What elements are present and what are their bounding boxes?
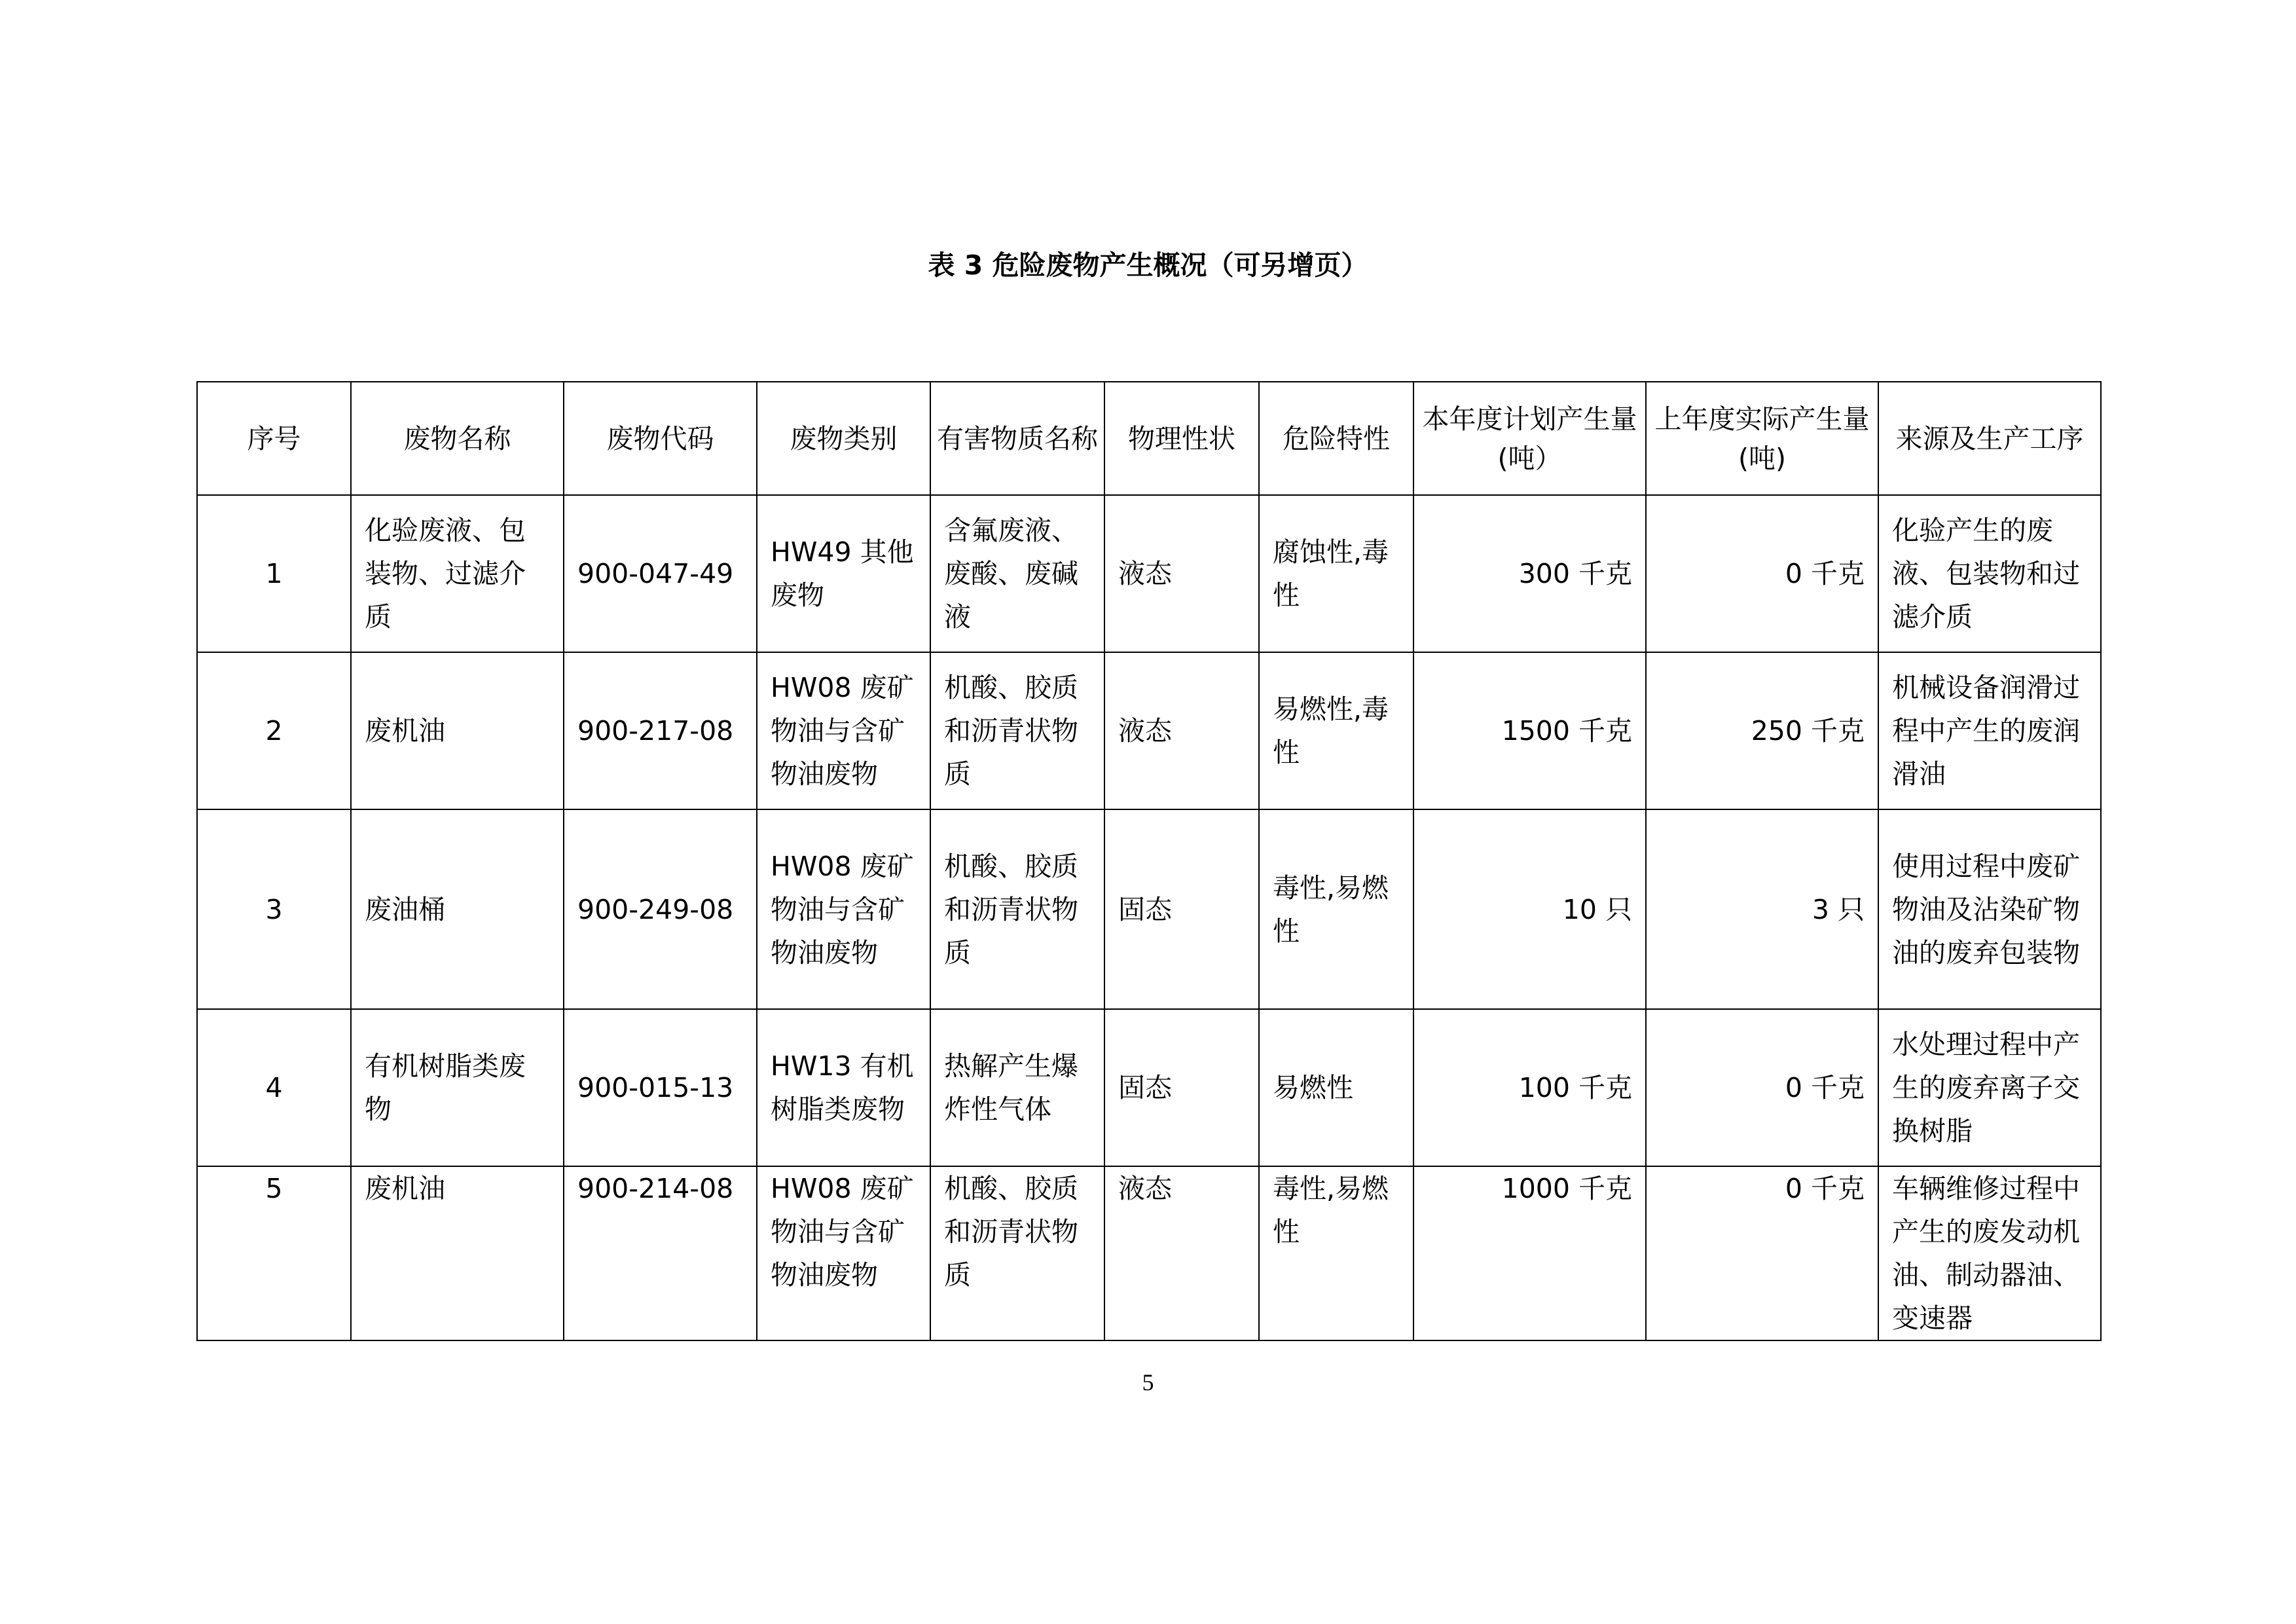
cell-category: HW08 废矿物油与含矿物油废物 bbox=[757, 809, 930, 1009]
cell-name: 废油桶 bbox=[351, 809, 564, 1009]
cell-hazardous-substance: 机酸、胶质和沥青状物质 bbox=[930, 652, 1104, 809]
header-planned-amount: 本年度计划产生量(吨） bbox=[1413, 382, 1646, 495]
cell-name: 化验废液、包装物、过滤介质 bbox=[351, 495, 564, 652]
page-number: 5 bbox=[1142, 1369, 1154, 1395]
cell-planned-amount: 300 千克 bbox=[1413, 495, 1646, 652]
header-physical-state: 物理性状 bbox=[1104, 382, 1259, 495]
cell-physical-state: 固态 bbox=[1104, 809, 1259, 1009]
cell-code: 900-217-08 bbox=[564, 652, 757, 809]
cell-physical-state: 液态 bbox=[1104, 652, 1259, 809]
cell-actual-amount: 0 千克 bbox=[1646, 495, 1878, 652]
cell-hazard-property: 易燃性,毒性 bbox=[1259, 652, 1413, 809]
cell-physical-state: 液态 bbox=[1104, 1166, 1259, 1340]
cell-hazard-property: 腐蚀性,毒性 bbox=[1259, 495, 1413, 652]
cell-actual-amount: 0 千克 bbox=[1646, 1009, 1878, 1166]
header-hazardous-substance: 有害物质名称 bbox=[930, 382, 1104, 495]
cell-hazard-property: 毒性,易燃性 bbox=[1259, 809, 1413, 1009]
cell-category: HW13 有机树脂类废物 bbox=[757, 1009, 930, 1166]
table-row bbox=[197, 1166, 2101, 1340]
cell-hazardous-substance: 机酸、胶质和沥青状物质 bbox=[930, 1166, 1104, 1340]
cell-no: 3 bbox=[197, 809, 351, 1009]
cell-code: 900-214-08 bbox=[564, 1166, 757, 1340]
cell-category: HW49 其他废物 bbox=[757, 495, 930, 652]
cell-source-process: 化验产生的废液、包装物和过滤介质 bbox=[1878, 495, 2101, 652]
cell-hazardous-substance: 热解产生爆炸性气体 bbox=[930, 1009, 1104, 1166]
hazardous-waste-table bbox=[196, 381, 2102, 1341]
cell-planned-amount: 100 千克 bbox=[1413, 1009, 1646, 1166]
cell-actual-amount: 250 千克 bbox=[1646, 652, 1878, 809]
table-row bbox=[197, 809, 2101, 1009]
cell-name: 废机油 bbox=[351, 1166, 564, 1340]
table-header-row bbox=[197, 382, 2101, 495]
cell-source-process: 水处理过程中产生的废弃离子交换树脂 bbox=[1878, 1009, 2101, 1166]
cell-planned-amount: 1500 千克 bbox=[1413, 652, 1646, 809]
cell-physical-state: 固态 bbox=[1104, 1009, 1259, 1166]
cell-no: 4 bbox=[197, 1009, 351, 1166]
cell-hazardous-substance: 机酸、胶质和沥青状物质 bbox=[930, 809, 1104, 1009]
table-row bbox=[197, 652, 2101, 809]
cell-name: 有机树脂类废物 bbox=[351, 1009, 564, 1166]
cell-code: 900-015-13 bbox=[564, 1009, 757, 1166]
header-source-process: 来源及生产工序 bbox=[1878, 382, 2101, 495]
cell-source-process: 使用过程中废矿物油及沾染矿物油的废弃包装物 bbox=[1878, 809, 2101, 1009]
cell-source-process: 车辆维修过程中产生的废发动机油、制动器油、变速器 bbox=[1878, 1166, 2101, 1340]
cell-no: 5 bbox=[197, 1166, 351, 1340]
cell-source-process: 机械设备润滑过程中产生的废润滑油 bbox=[1878, 652, 2101, 809]
cell-name: 废机油 bbox=[351, 652, 564, 809]
cell-physical-state: 液态 bbox=[1104, 495, 1259, 652]
header-name: 废物名称 bbox=[351, 382, 564, 495]
cell-actual-amount: 0 千克 bbox=[1646, 1166, 1878, 1340]
table-row bbox=[197, 1009, 2101, 1166]
cell-hazard-property: 毒性,易燃性 bbox=[1259, 1166, 1413, 1340]
cell-no: 2 bbox=[197, 652, 351, 809]
cell-code: 900-047-49 bbox=[564, 495, 757, 652]
table-title: 表 3 危险废物产生概况（可另增页） bbox=[928, 249, 1368, 281]
cell-planned-amount: 10 只 bbox=[1413, 809, 1646, 1009]
cell-planned-amount: 1000 千克 bbox=[1413, 1166, 1646, 1340]
cell-hazardous-substance: 含氟废液、废酸、废碱液 bbox=[930, 495, 1104, 652]
cell-no: 1 bbox=[197, 495, 351, 652]
header-hazard-property: 危险特性 bbox=[1259, 382, 1413, 495]
header-code: 废物代码 bbox=[564, 382, 757, 495]
cell-category: HW08 废矿物油与含矿物油废物 bbox=[757, 652, 930, 809]
header-category: 废物类别 bbox=[757, 382, 930, 495]
table-row bbox=[197, 495, 2101, 652]
header-actual-amount: 上年度实际产生量(吨) bbox=[1646, 382, 1878, 495]
cell-code: 900-249-08 bbox=[564, 809, 757, 1009]
cell-actual-amount: 3 只 bbox=[1646, 809, 1878, 1009]
cell-category: HW08 废矿物油与含矿物油废物 bbox=[757, 1166, 930, 1340]
header-no: 序号 bbox=[197, 382, 351, 495]
cell-hazard-property: 易燃性 bbox=[1259, 1009, 1413, 1166]
